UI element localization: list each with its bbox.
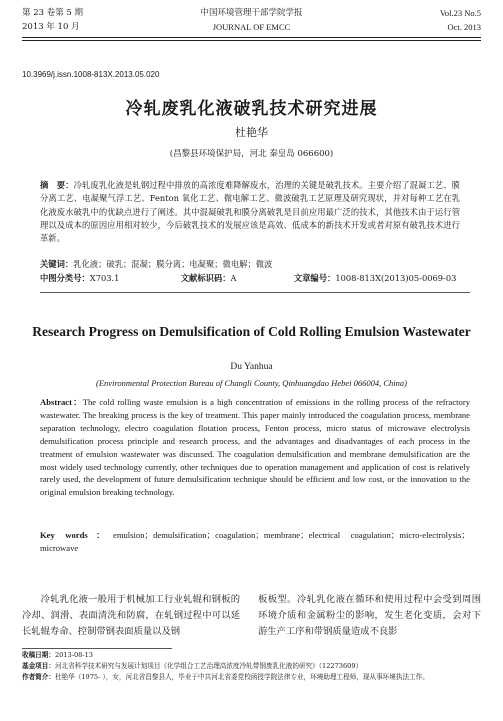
abstract-cn bbox=[40, 179, 460, 245]
body-column-left: 冷轧乳化液一般用于机械加工行业轧辊和钢板的冷却、润滑、表面清洗和防腐，在轧钢过程中可以延长轧辊寿命、控制带钢表面质量以及钢 bbox=[22, 594, 240, 637]
abstract-en bbox=[40, 396, 470, 499]
keywords-cn-label: 关键词： bbox=[40, 259, 74, 269]
fund-project bbox=[22, 661, 481, 671]
date-en: Oct. 2013 bbox=[447, 22, 481, 32]
author-name-en: Du Yanhua bbox=[230, 362, 273, 372]
article-no-value: 1008-813X(2013)05-0069-03 bbox=[335, 273, 457, 283]
clc-value: X703.1 bbox=[89, 273, 120, 283]
author-bio-value: 杜艳华（1975- ），女，河北省昌黎县人，毕业于中共河北省委党校函授学院法律专业，环境助理工程师，现从事环境执法工作。 bbox=[54, 673, 429, 681]
received-date bbox=[22, 650, 93, 660]
author-bio bbox=[22, 672, 481, 682]
fund-value: 河北省科学技术研究与发展计划项目《化学组合工艺治理高浓度冷轧带钢废乳化液的研究》（12273609） bbox=[54, 662, 363, 670]
keywords-cn bbox=[40, 258, 460, 271]
journal-title-cn: 中国环境管理干部学院学报 bbox=[200, 8, 303, 18]
volume-issue-en: Vol.23 No.5 bbox=[439, 8, 481, 18]
affiliation-cn: (昌黎县环境保护局，河北 秦皇岛 066600) bbox=[169, 149, 334, 159]
keywords-cn-text: 乳化液；破乳；混凝；膜分离；电凝聚；微电解；微波 bbox=[73, 259, 273, 269]
article-no-label: 文章编号： bbox=[293, 273, 336, 283]
body-column-right: 板板型。冷轧乳化液在循环和使用过程中会受到周围环境介质和金属粉尘的影响，发生老化变质，会对下游生产工序和带钢质量造成不良影 bbox=[258, 594, 481, 637]
keywords-en-label: Key words： bbox=[40, 530, 113, 540]
abstract-divider bbox=[40, 292, 470, 293]
doi: 10.3969/j.issn.1008-813X.2013.05.020 bbox=[22, 70, 160, 79]
classification-line bbox=[40, 272, 470, 285]
abstract-en-label: Abstract： bbox=[40, 397, 83, 407]
doc-code-label: 文献标识码： bbox=[180, 273, 231, 283]
date-cn: 2013 年 10 月 bbox=[22, 22, 80, 32]
paper-title-en: Research Progress on Demulsification of Cold Rolling Emulsion Wastewater bbox=[32, 324, 471, 339]
volume-issue-cn: 第 23 卷第 5 期 bbox=[22, 8, 84, 18]
keywords-en-text: emulsion；demulsification；coagulation；membrane；electrical coagulation；micro-electrolysis；microwave bbox=[40, 530, 470, 553]
doc-code-value: A bbox=[230, 273, 237, 283]
author-bio-label: 作者简介： bbox=[22, 673, 55, 681]
abstract-cn-text: 冷轧废乳化液是轧钢过程中排放的高浓度难降解废水，治理的关键是破乳技术。主要介绍了混凝工艺、膜分离工艺、电凝聚气浮工艺、Fenton 氧化工艺、微电解工艺、微波破乳工艺原理及研究现状，并对每种工艺在乳化液废水破乳中的优缺点进行了阐述。其中混凝破乳和膜分离破乳是目前应用最广泛的技术，其他技术由于运行管理以及成本的原因应用相对较少，今后破乳技术的发展应该是高效、低成本的新技术开发或者对原有破乳技术进行革新。 bbox=[40, 180, 460, 244]
footnote-rule bbox=[22, 648, 172, 649]
clc-label: 中图分类号： bbox=[40, 273, 90, 283]
received-value: 2013-08-13 bbox=[54, 651, 93, 659]
affiliation-en: (Environmental Protection Bureau of Changli County, Qinhuangdao Hebei 066004, China) bbox=[96, 378, 407, 388]
header-rule-bottom bbox=[22, 40, 481, 41]
paper-title-cn: 冷轧废乳化液破乳技术研究进展 bbox=[125, 99, 378, 119]
header-rule-top bbox=[22, 37, 481, 38]
abstract-en-text: The cold rolling waste emulsion is a high concentration of emissions in the rolling process of the refractory wastewater. The breaking process is the key of treatment. This paper mainly introduced the coagulation process, membrane separation technology, electro coagulation flotation process, Fenton process, micro status of microwave electrolysis demulsification process principle and research process, and the advantages and disadvantages of each process in the treatment of emulsion wastewater was discussed. The coagulation demulsification and membrane demulsification are the most widely used technology currently, other techniques due to operation management and application of cost is relatively rarely used, the development of future demulsification technique should be efficient and low cost, or the innovation to the original emulsion breaking technology. bbox=[40, 397, 470, 498]
received-label: 收稿日期： bbox=[22, 651, 55, 659]
journal-title-en: JOURNAL OF EMCC bbox=[212, 22, 291, 32]
fund-label: 基金项目： bbox=[22, 662, 55, 670]
author-name-cn: 杜艳华 bbox=[235, 126, 268, 139]
keywords-en bbox=[40, 529, 470, 555]
abstract-cn-label: 摘 要： bbox=[40, 180, 74, 190]
